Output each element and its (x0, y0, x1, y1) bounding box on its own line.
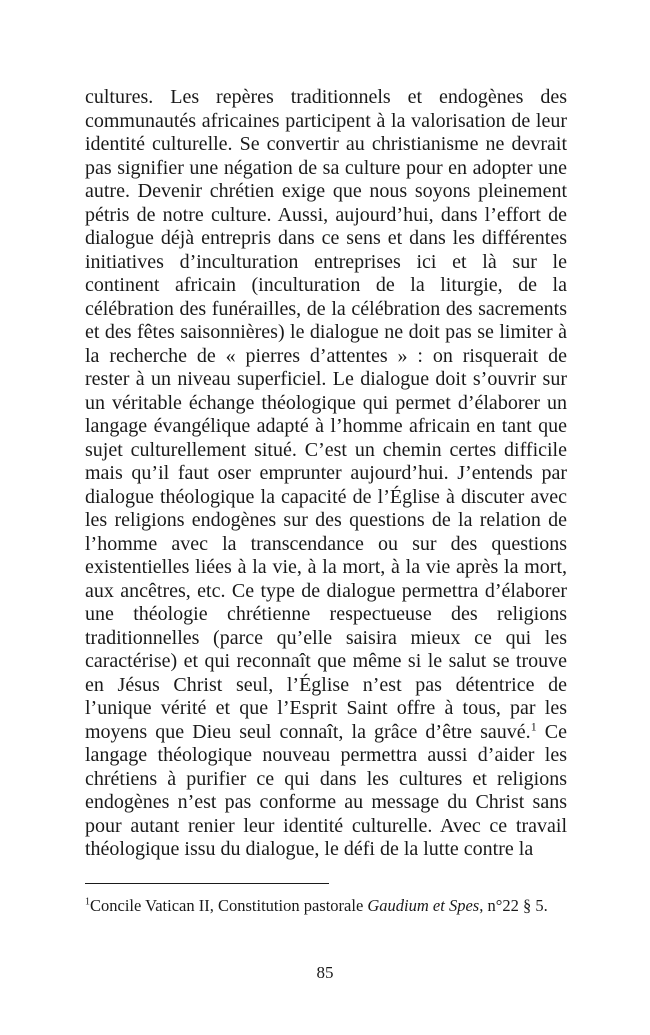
footnote-reference: 1 (530, 718, 537, 733)
footnote-divider (85, 883, 329, 884)
footnote-number: 1 (85, 896, 90, 908)
page-number: 85 (316, 963, 334, 982)
paragraph-text-part-1: cultures. Les repères traditionnels et endogènes des communautés africaines participent à la valorisation de leur identité culturelle. Se convertir au christianisme ne devrait pas signifier une négation de sa culture pour en adopter une autre. Devenir chrétien exige que nous soyons pleinement pétris de notre culture. Aussi, aujourd’hui, dans l’effort de dialogue déjà entrepris dans ce sens et dans les différentes initiatives d’inculturation entreprises ici et là sur le continent africain (inculturation de la liturgie, de la célébration des funérailles, de la célébration des sacrements et des fêtes saisonnières) le dialogue ne doit pas se limiter à la recherche de « pierres d’attentes » : on risquerait de rester à un niveau superficiel. Le dialogue doit s’ouvrir sur un véritable échange théologique qui permet d’élaborer un langage évangélique adapté à l’homme africain en tant que sujet culturellement situé. C’est un chemin certes difficile mais qu’il faut oser emprunter aujourd’hui. J’entends par dialogue théologique la capacité de l’Église à discuter avec les religions endogènes sur des questions de la relation de l’homme avec la transcendance ou sur des questions existentielles liées à la vie, à la mort, à la vie après la mort, aux ancêtres, etc. Ce type de dialogue permettra d’élaborer une théologie chrétienne respectueuse des religions traditionnelles (parce qu’elle saisira mieux ce qui les caractérise) et qui reconnaît que même si le salut se trouve en Jésus Christ seul, l’Église n’est pas détentrice de l’unique vérité et que l’Esprit Saint offre à tous, par les moyens que Dieu seul connaît, la grâce d’être sauvé. (85, 86, 567, 743)
footnote-title: Gaudium et Spes (367, 896, 480, 915)
footnote-citation: , n°22 § 5. (479, 896, 548, 915)
footnote (85, 896, 575, 916)
body-paragraph (85, 86, 567, 862)
paragraph-text-part-2: Ce langage théologique nouveau permettra aussi d’aider les chrétiens à purifier ce qui dans les cultures et religions endogènes n’est pas conforme au message du Christ sans pour autant renier leur identité culturelle. Avec ce travail théologique issu du dialogue, le défi de la lutte contre la (85, 720, 567, 860)
footnote-text: Concile Vatican II, Constitution pastorale (90, 896, 368, 915)
page-body (85, 86, 567, 862)
